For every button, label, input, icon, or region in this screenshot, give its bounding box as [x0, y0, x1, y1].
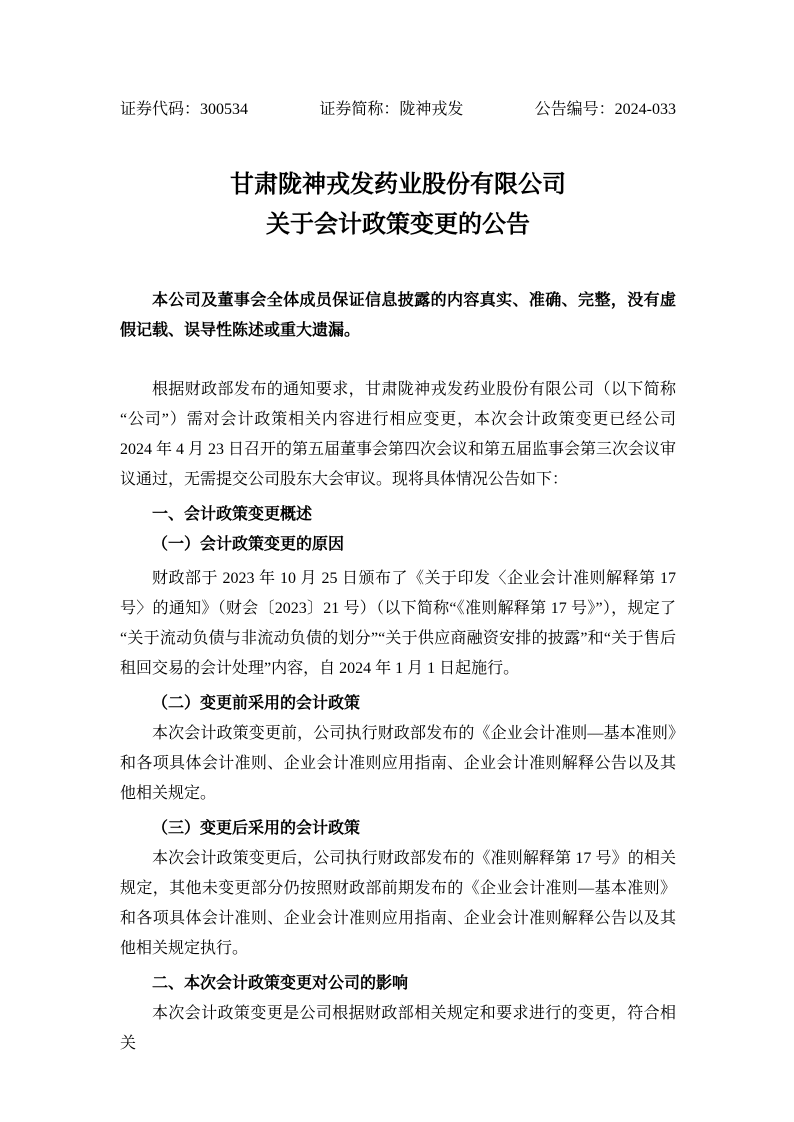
section1-sub1-paragraph: 财政部于 2023 年 10 月 25 日颁布了《关于印发〈企业会计准则解释第 17 号〉的通知》（财会〔2023〕21 号）（以下简称“《准则解释第 17 号》”），规定了“关于流动负债与非流动负债的划分”“关于供应商融资安排的披露”和“关于售后租回交易的会计处理”内容，自 2024 年 1 月 1 日起施行。 [120, 570, 676, 677]
announcement-subject: 关于会计政策变更的公告 [266, 212, 530, 238]
section1-sub1-heading: （一）会计政策变更的原因 [152, 536, 345, 553]
section2-paragraph: 本次会计政策变更是公司根据财政部相关规定和要求进行的变更，符合相关 [120, 1005, 676, 1052]
section1-sub2-heading: （二）变更前采用的会计政策 [152, 695, 361, 712]
section2-heading: 二、本次会计政策变更对公司的影响 [152, 975, 409, 992]
company-name: 甘肃陇神戎发药业股份有限公司 [230, 172, 566, 198]
section1-sub2-paragraph: 本次会计政策变更前，公司执行财政部发布的《企业会计准则—基本准则》和各项具体会计准则、企业会计准则应用指南、企业会计准则解释公告以及其他相关规定。 [120, 725, 676, 802]
stock-code: 证券代码：300534 [120, 101, 249, 118]
document-title [120, 165, 676, 245]
securities-header [120, 100, 676, 120]
disclaimer-statement: 本公司及董事会全体成员保证信息披露的内容真实、准确、完整，没有虚假记载、误导性陈述或重大遗漏。 [120, 292, 676, 339]
section1-sub3-paragraph: 本次会计政策变更后，公司执行财政部发布的《准则解释第 17 号》的相关规定，其他未变更部分仍按照财政部前期发布的《企业会计准则—基本准则》和各项具体会计准则、企业会计准则应用指南、企业会计准则解释公告以及其他相关规定执行。 [120, 850, 676, 957]
intro-paragraph: 根据财政部发布的通知要求，甘肃陇神戎发药业股份有限公司（以下简称“公司”）需对会计政策相关内容进行相应变更，本次会计政策变更已经公司 2024 年 4 月 23 日召开的第五届董事会第四次会议和第五届监事会第三次会议审议通过，无需提交公司股东大会审议。现将具体情况公告如下： [120, 381, 677, 488]
section1-sub3-heading: （三）变更后采用的会计政策 [152, 820, 361, 837]
stock-short-name: 证券简称：陇神戎发 [319, 101, 464, 118]
section1-heading: 一、会计政策变更概述 [152, 506, 313, 523]
announcement-number: 公告编号：2024-033 [534, 101, 676, 118]
